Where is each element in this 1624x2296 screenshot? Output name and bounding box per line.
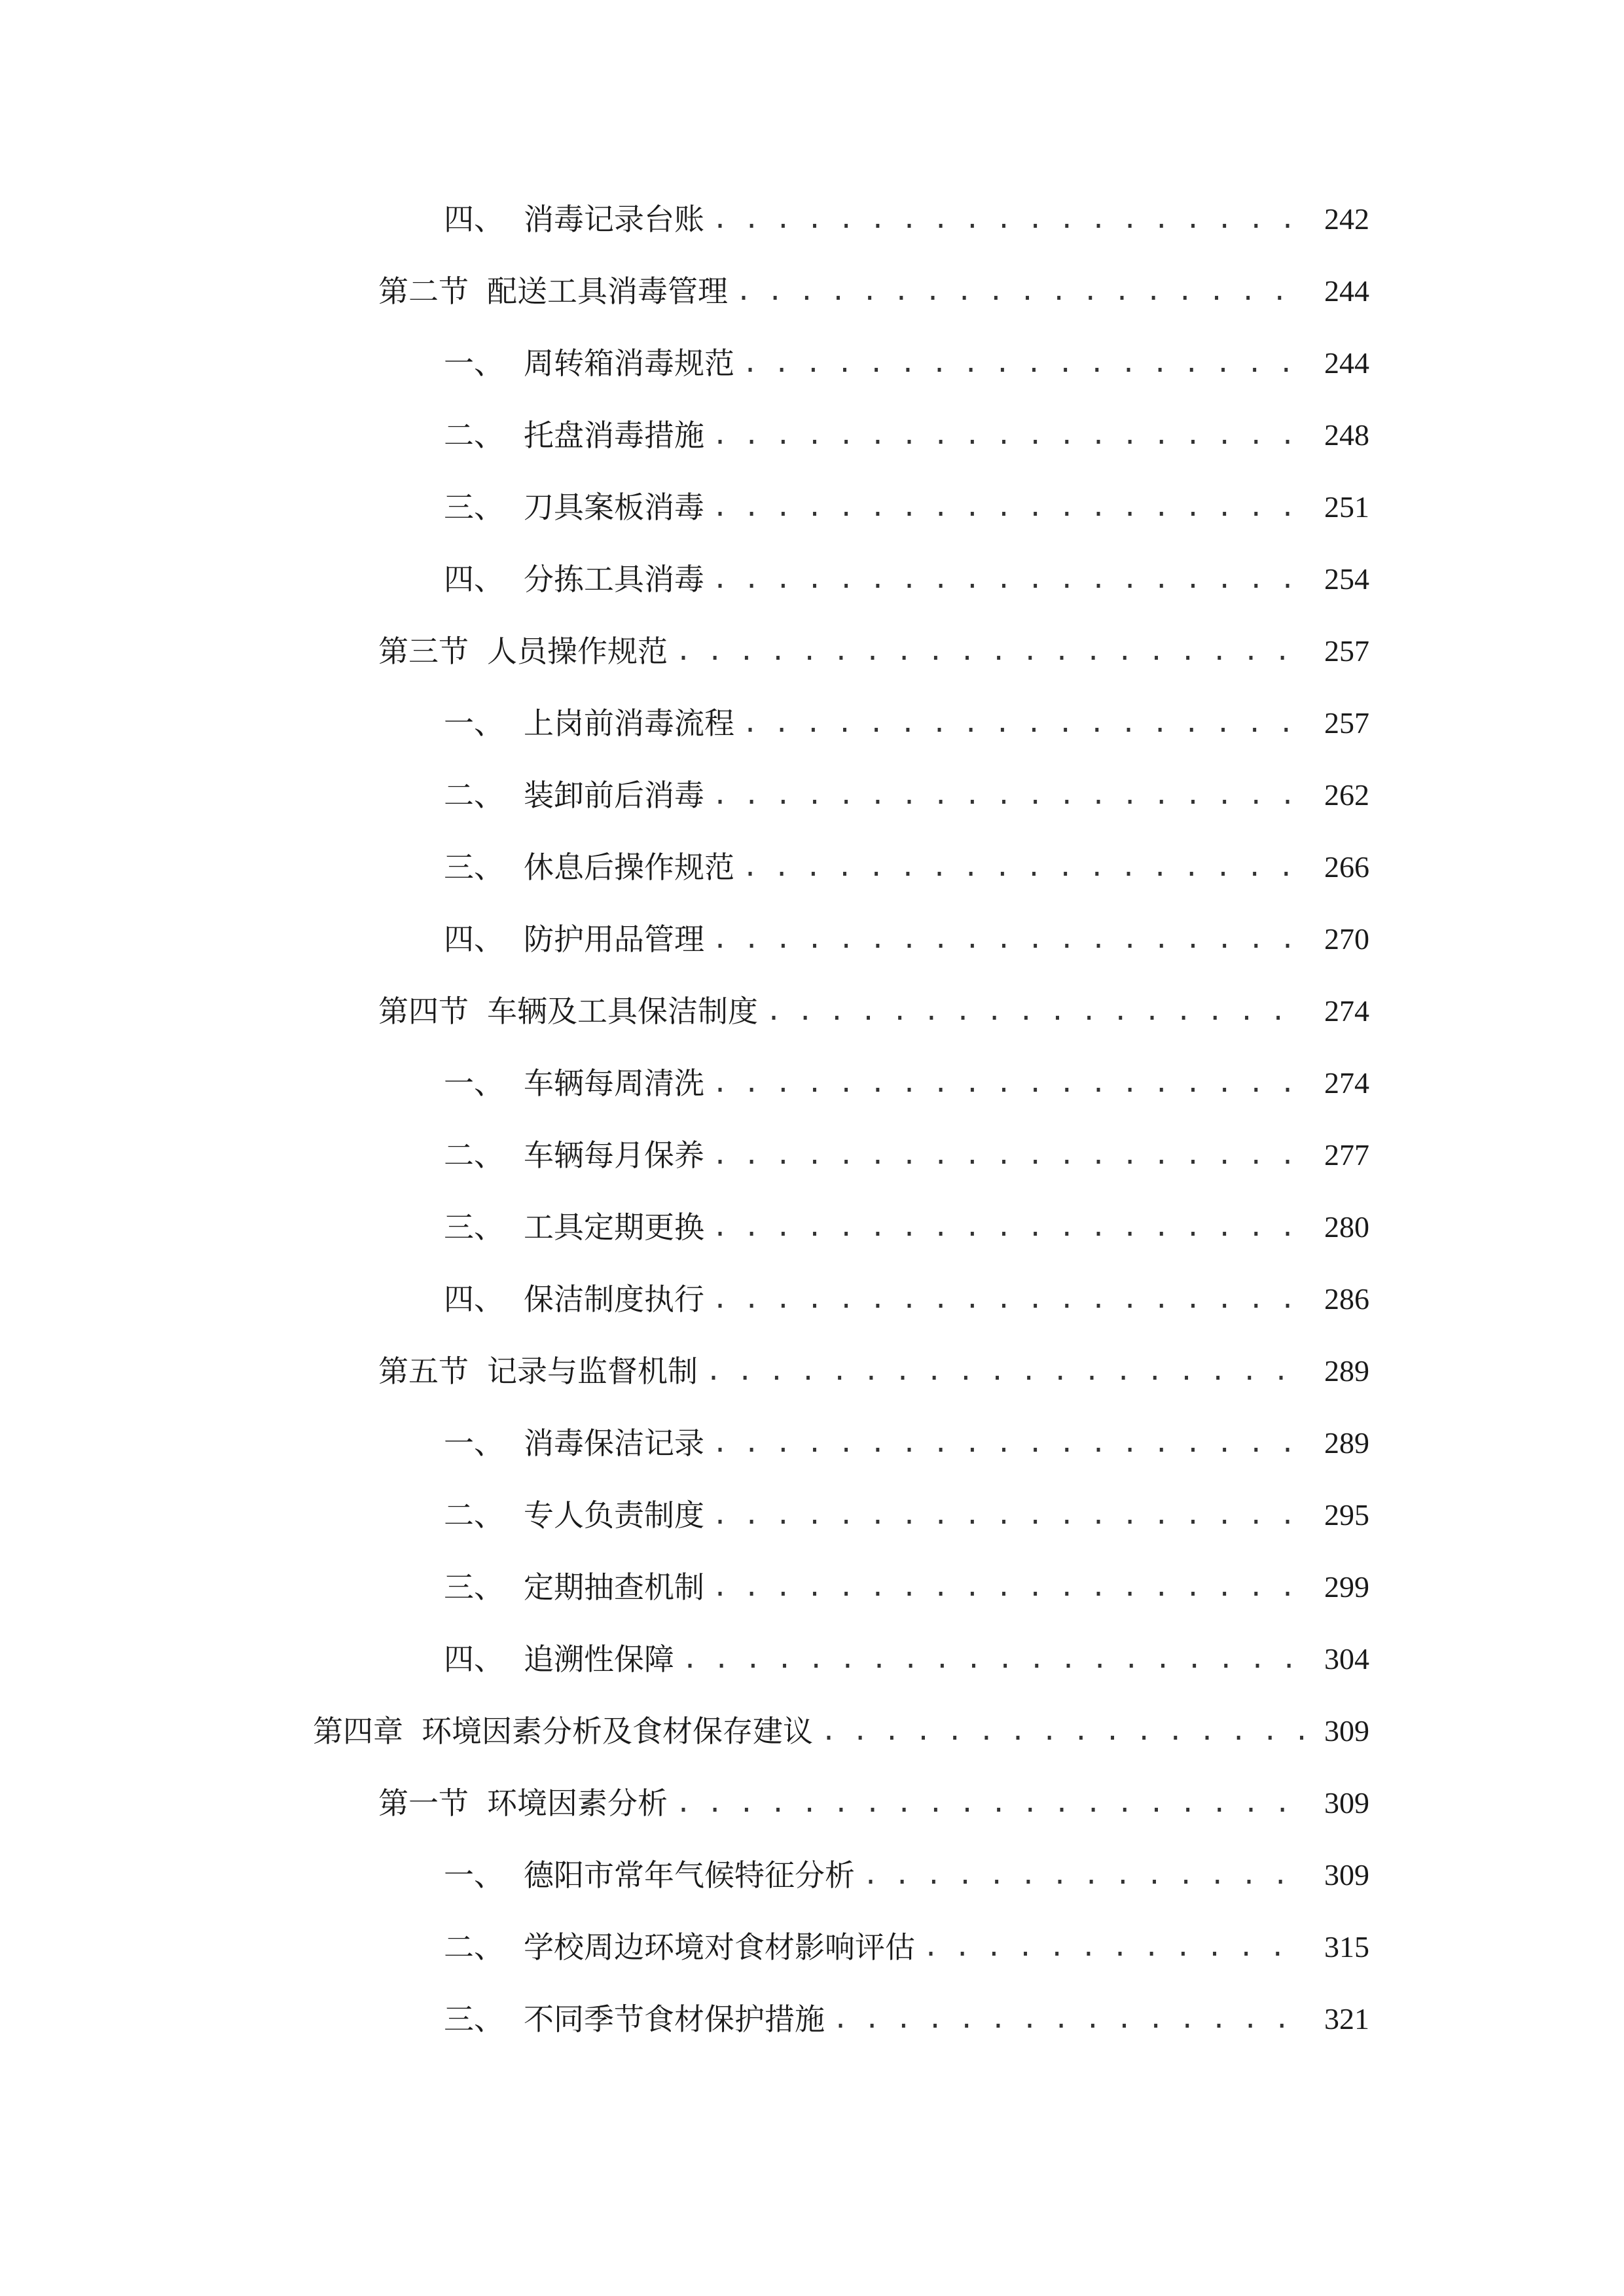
toc-entry[interactable] [444,1561,1369,1613]
toc-entry-title: 车辆每周清洗 [524,1066,704,1101]
toc-dot-leader [712,1201,1305,1253]
toc-entry[interactable] [444,841,1369,893]
toc-dot-leader [712,1129,1305,1181]
toc-entry-page-number: 321 [1324,2002,1369,2036]
toc-entry[interactable] [444,409,1369,461]
toc-entry-page-number: 286 [1324,1282,1369,1316]
toc-entry-number: 二、 [444,778,504,813]
toc-entry-page-number: 274 [1324,1066,1369,1100]
toc-dot-leader [682,1633,1305,1685]
toc-dot-leader [736,265,1305,317]
toc-entry-number: 第四节 [378,994,469,1029]
toc-entry-title: 工具定期更换 [524,1210,704,1245]
toc-entry-title: 德阳市常年气候特征分析 [524,1857,855,1893]
toc-entry-page-number: 266 [1324,850,1369,884]
toc-entry-page-number: 242 [1324,202,1369,236]
toc-entry-number: 三、 [444,1210,504,1245]
toc-entry-number: 三、 [444,1570,504,1605]
toc-dot-leader [742,697,1305,749]
toc-entry[interactable] [444,1273,1369,1325]
toc-entry-page-number: 280 [1324,1210,1369,1244]
toc-entry-number: 二、 [444,418,504,453]
toc-dot-leader [712,1057,1305,1109]
toc-entry-title: 消毒保洁记录 [524,1426,704,1461]
toc-dot-leader [821,1705,1305,1757]
toc-entry[interactable] [444,193,1369,245]
toc-entry-number: 二、 [444,1498,504,1533]
toc-dot-leader [712,1489,1305,1541]
toc-entry-page-number: 274 [1324,994,1369,1028]
toc-entry-page-number: 299 [1324,1570,1369,1604]
toc-dot-leader [742,337,1305,389]
toc-entry-title: 定期抽查机制 [524,1570,704,1605]
toc-entry-number: 第三节 [378,634,469,669]
toc-dot-leader [676,1777,1305,1829]
toc-entry[interactable] [378,1345,1369,1397]
toc-entry[interactable] [378,265,1369,317]
toc-dot-leader [923,1921,1305,1973]
toc-dot-leader [712,1417,1305,1469]
toc-entry[interactable] [444,1849,1369,1901]
toc-entry[interactable] [378,1777,1369,1829]
toc-entry[interactable] [313,1705,1369,1757]
toc-entry-page-number: 315 [1324,1930,1369,1964]
toc-entry-title: 休息后操作规范 [524,850,734,885]
toc-entry-number: 一、 [444,1426,504,1461]
toc-entry-page-number: 248 [1324,418,1369,452]
toc-entry-page-number: 262 [1324,778,1369,812]
toc-entry-number: 二、 [444,1138,504,1173]
toc-entry-title: 装卸前后消毒 [524,778,704,813]
toc-dot-leader [712,1273,1305,1325]
toc-entry[interactable] [444,1633,1369,1685]
toc-entry-title: 刀具案板消毒 [524,490,704,525]
toc-entry-number: 四、 [444,922,504,957]
toc-entry-number: 一、 [444,1857,504,1893]
toc-entry-title: 环境因素分析 [487,1785,668,1821]
toc-entry-number: 四、 [444,562,504,597]
toc-dot-leader [712,913,1305,965]
toc-entry-page-number: 289 [1324,1354,1369,1388]
toc-entry-page-number: 309 [1324,1714,1369,1748]
toc-entry-number: 第四章 [313,1713,403,1749]
toc-dot-leader [676,625,1305,677]
toc-entry-title: 分拣工具消毒 [524,562,704,597]
toc-entry[interactable] [444,1201,1369,1253]
toc-entry-title: 车辆每月保养 [524,1138,704,1173]
toc-entry[interactable] [444,1417,1369,1469]
toc-dot-leader [742,841,1305,893]
toc-entry-number: 第一节 [378,1785,469,1821]
toc-entry-page-number: 295 [1324,1498,1369,1532]
toc-entry-page-number: 309 [1324,1786,1369,1820]
toc-entry[interactable] [444,1057,1369,1109]
toc-entry[interactable] [444,1489,1369,1541]
toc-entry-number: 三、 [444,2001,504,2037]
toc-entry-page-number: 309 [1324,1858,1369,1892]
toc-entry-number: 一、 [444,706,504,741]
toc-entry-number: 一、 [444,346,504,381]
toc-entry-page-number: 244 [1324,346,1369,380]
toc-entry-title: 周转箱消毒规范 [524,346,734,381]
toc-entry-number: 二、 [444,1929,504,1965]
toc-entry-number: 第五节 [378,1354,469,1389]
toc-entry-number: 一、 [444,1066,504,1101]
toc-entry-title: 专人负责制度 [524,1498,704,1533]
toc-dot-leader [712,553,1305,605]
toc-dot-leader [712,409,1305,461]
toc-entry[interactable] [444,481,1369,533]
toc-entry-title: 不同季节食材保护措施 [524,2001,825,2037]
toc-entry-title: 车辆及工具保洁制度 [487,994,758,1029]
toc-dot-leader [712,769,1305,821]
toc-entry-page-number: 270 [1324,922,1369,956]
toc-entry[interactable] [444,769,1369,821]
toc-entry[interactable] [444,1921,1369,1973]
toc-entry[interactable] [378,985,1369,1037]
toc-entry-title: 人员操作规范 [487,634,668,669]
toc-dot-leader [766,985,1305,1037]
toc-entry-number: 第二节 [378,274,469,309]
toc-entry-title: 消毒记录台账 [524,202,704,237]
toc-entry-page-number: 254 [1324,562,1369,596]
toc-entry-title: 配送工具消毒管理 [487,274,728,309]
toc-entry-page-number: 277 [1324,1138,1369,1172]
toc-entry[interactable] [444,553,1369,605]
toc-dot-leader [712,481,1305,533]
toc-entry[interactable] [378,625,1369,677]
toc-entry-number: 四、 [444,202,504,237]
toc-entry[interactable] [444,697,1369,749]
toc-dot-leader [863,1849,1305,1901]
toc-entry-page-number: 304 [1324,1642,1369,1676]
toc-entry-title: 环境因素分析及食材保存建议 [422,1713,813,1749]
toc-dot-leader [712,1561,1305,1613]
toc-entry-title: 保洁制度执行 [524,1282,704,1317]
toc-dot-leader [712,193,1305,245]
toc-entry-page-number: 289 [1324,1426,1369,1460]
toc-entry-page-number: 251 [1324,490,1369,524]
toc-entry-number: 四、 [444,1641,504,1677]
toc-entry-title: 上岗前消毒流程 [524,706,734,741]
toc-dot-leader [833,1993,1305,2045]
toc-entry-title: 记录与监督机制 [487,1354,698,1389]
toc-entry-number: 三、 [444,850,504,885]
toc-entry[interactable] [444,913,1369,965]
toc-entry-number: 四、 [444,1282,504,1317]
toc-entry-page-number: 257 [1324,706,1369,740]
toc-entry-title: 托盘消毒措施 [524,418,704,453]
toc-entry-number: 三、 [444,490,504,525]
toc-entry-page-number: 244 [1324,274,1369,308]
toc-entry[interactable] [444,1993,1369,2045]
toc-entry-title: 防护用品管理 [524,922,704,957]
toc-entry-page-number: 257 [1324,634,1369,668]
toc-entry-title: 学校周边环境对食材影响评估 [524,1929,915,1965]
toc-dot-leader [706,1345,1305,1397]
toc-entry-title: 追溯性保障 [524,1641,674,1677]
toc-entry[interactable] [444,1129,1369,1181]
toc-entry[interactable] [444,337,1369,389]
